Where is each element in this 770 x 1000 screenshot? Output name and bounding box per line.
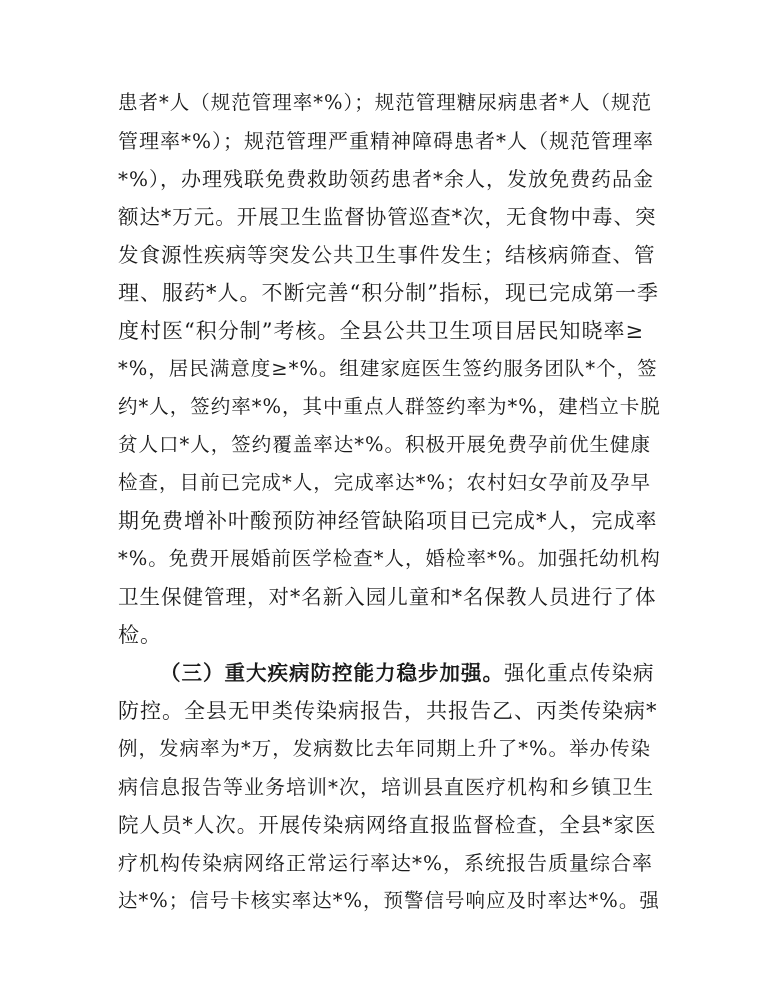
text-line: 防控。全县无甲类传染病报告，共报告乙、丙类传染病* (118, 699, 658, 723)
text-line: *%。免费开展婚前医学检查*人，婚检率*%。加强托幼机构 (118, 547, 661, 570)
text-line: 期免费增补叶酸预防神经管缺陷项目已完成*人，完成率 (118, 509, 658, 533)
text-line: 疗机构传染病网络正常运行率达*%，系统报告质量综合率 (118, 851, 654, 875)
text-line: 额达*万元。开展卫生监督协管巡查*次，无食物中毒、突 (118, 205, 657, 229)
text-line: *%），办理残联免费救助领药患者*余人，发放免费药品金 (118, 167, 655, 191)
text-line: 例，发病率为*万，发病数比去年同期上升了*%。举办传染 (118, 737, 652, 760)
text-line: 管理率*%）；规范管理严重精神障碍患者*人（规范管理率 (118, 129, 655, 153)
text-line: 贫人口*人，签约覆盖率达*%。积极开展免费孕前优生健康 (118, 433, 652, 456)
text-line: 度村医“积分制”考核。全县公共卫生项目居民知晓率≥ (118, 319, 645, 343)
text-line: 卫生保健管理，对*名新入园儿童和*名保教人员进行了体 (118, 585, 657, 609)
text-line: 院人员*人次。开展传染病网络直报监督检查，全县*家医 (118, 813, 657, 837)
text-line: 发食源性疾病等突发公共卫生事件发生；结核病筛查、管 (118, 243, 656, 267)
text-line: 检查，目前已完成*人，完成率达*%；农村妇女孕前及孕早 (118, 471, 652, 494)
section-first-line-text: 强化重点传染病 (504, 661, 655, 685)
text-line: 约*人，签约率*%，其中重点人群签约率为*%，建档立卡脱 (118, 395, 661, 418)
section-heading: （三）重大疾病防控能力稳步加强。 (160, 661, 504, 685)
text-line: 检。 (118, 623, 162, 647)
section-first-line (160, 658, 655, 688)
text-line: 病信息报告等业务培训*次，培训县直医疗机构和乡镇卫生 (118, 775, 654, 799)
text-line: 理、服药*人。不断完善“积分制”指标，现已完成第一季 (118, 281, 659, 305)
text-line: 患者*人（规范管理率*%）；规范管理糖尿病患者*人（规范 (118, 91, 653, 114)
text-line: 达*%；信号卡核实率达*%，预警信号响应及时率达*%。强 (118, 889, 660, 912)
text-line: *%，居民满意度≥*%。组建家庭医生签约服务团队*个，签 (118, 357, 658, 380)
